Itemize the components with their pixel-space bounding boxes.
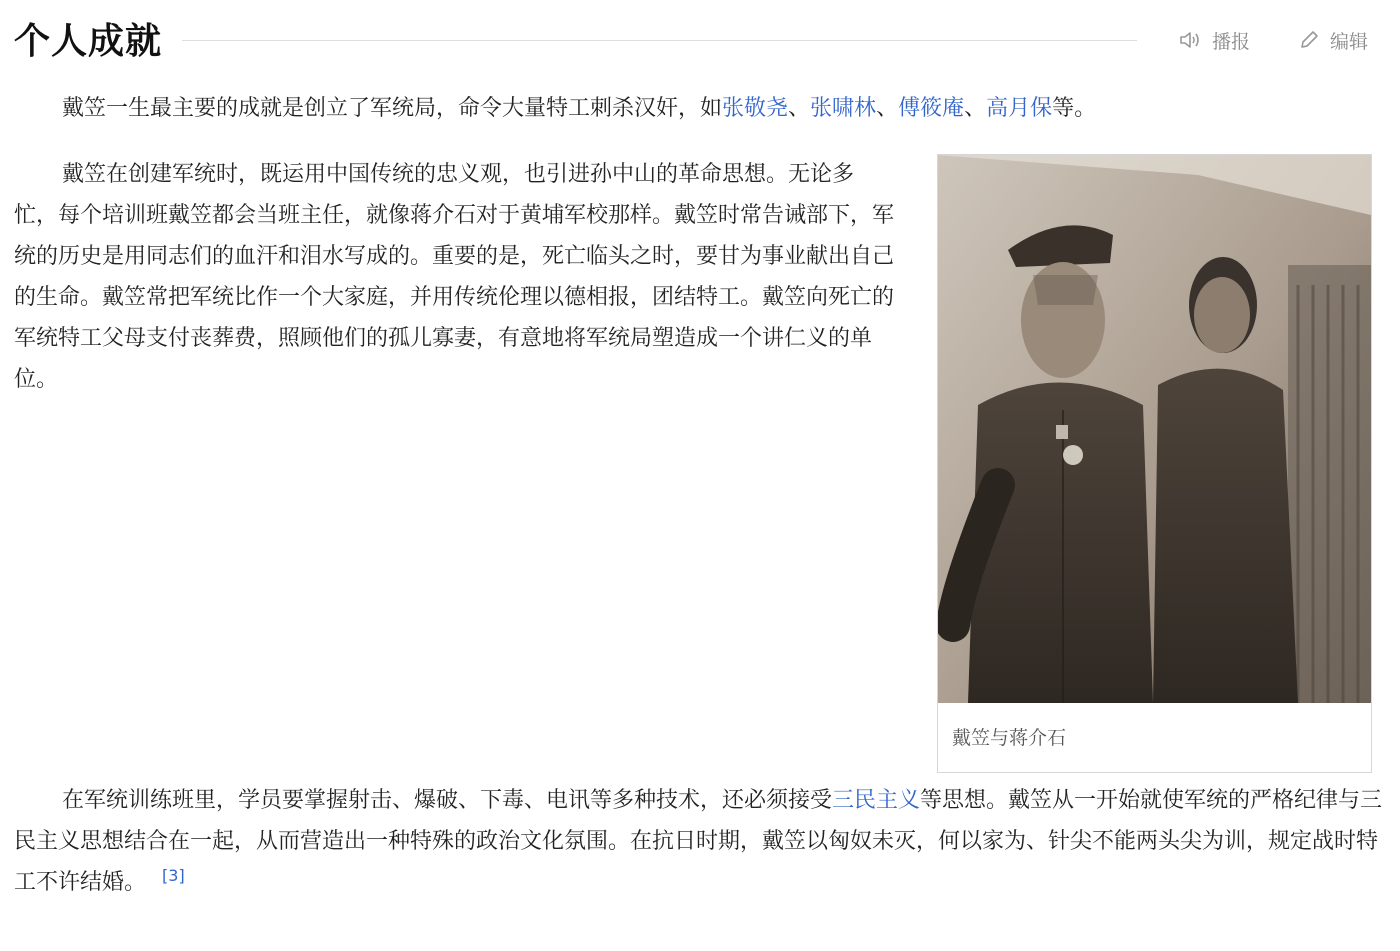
broadcast-label: 播报 <box>1212 30 1251 53</box>
section-title: 个人成就 <box>14 21 163 62</box>
paragraph-3 <box>14 780 1386 903</box>
p3-text-before: 在军统训练班里，学员要掌握射击、爆破、下毒、电讯等多种技术，还必须接受 <box>62 788 833 813</box>
p1-sep-2: 、 <box>876 96 899 121</box>
p1-text-before: 戴笠一生最主要的成就是创立了军统局，命令大量特工刺杀汉奸，如 <box>62 96 723 121</box>
p3-text-after: 等思想。戴笠从一开始就使军统的严格纪律与三民主义思想结合在一起，从而营造出一种特殊的政治文化氛围。在抗日时期，戴笠以匈奴未灭，何以家为、针尖不能两头尖为训，规定战时特工不许结婚。 <box>14 788 1383 895</box>
p1-sep-1: 、 <box>788 96 811 121</box>
link-sanmin-zhuyi[interactable]: 三民主义 <box>832 788 921 813</box>
figure-caption: 戴笠与蒋介石 <box>952 727 1067 749</box>
figure-box <box>937 154 1372 773</box>
title-divider <box>182 40 1137 41</box>
p1-text-after: 等。 <box>1052 96 1097 121</box>
section-header <box>14 14 1386 70</box>
paragraph-2: 戴笠在创建军统时，既运用中国传统的忠义观，也引进孙中山的革命思想。无论多忙，每个培训班戴笠都会当班主任，就像蒋介石对于黄埔军校那样。戴笠时常告诫部下，军统的历史是用同志们的血汗和泪水写成的。重要的是，死亡临头之时，要甘为事业献出自己的生命。戴笠常把军统比作一个大家庭，并用传统伦理以德相报，团结特工。戴笠向死亡的军统特工父母支付丧葬费，照顾他们的孤儿寡妻，有意地将军统局塑造成一个讲仁义的单位。 <box>14 162 895 392</box>
link-gao-yuebao[interactable]: 高月保 <box>986 96 1053 121</box>
link-zhang-xiaolin[interactable]: 张啸林 <box>810 96 877 121</box>
p1-sep-3: 、 <box>964 96 987 121</box>
paragraph-1 <box>14 88 1386 129</box>
pencil-icon <box>1298 29 1322 51</box>
reference-link[interactable]: [3] <box>162 865 185 885</box>
speaker-icon <box>1178 29 1204 51</box>
edit-button[interactable] <box>1298 26 1368 54</box>
link-fu-xiaoan[interactable]: 傅筱庵 <box>898 96 965 121</box>
link-zhang-jingyao[interactable]: 张敬尧 <box>722 96 789 121</box>
edit-label: 编辑 <box>1330 30 1369 53</box>
photo[interactable] <box>938 155 1371 703</box>
broadcast-button[interactable] <box>1178 26 1250 54</box>
